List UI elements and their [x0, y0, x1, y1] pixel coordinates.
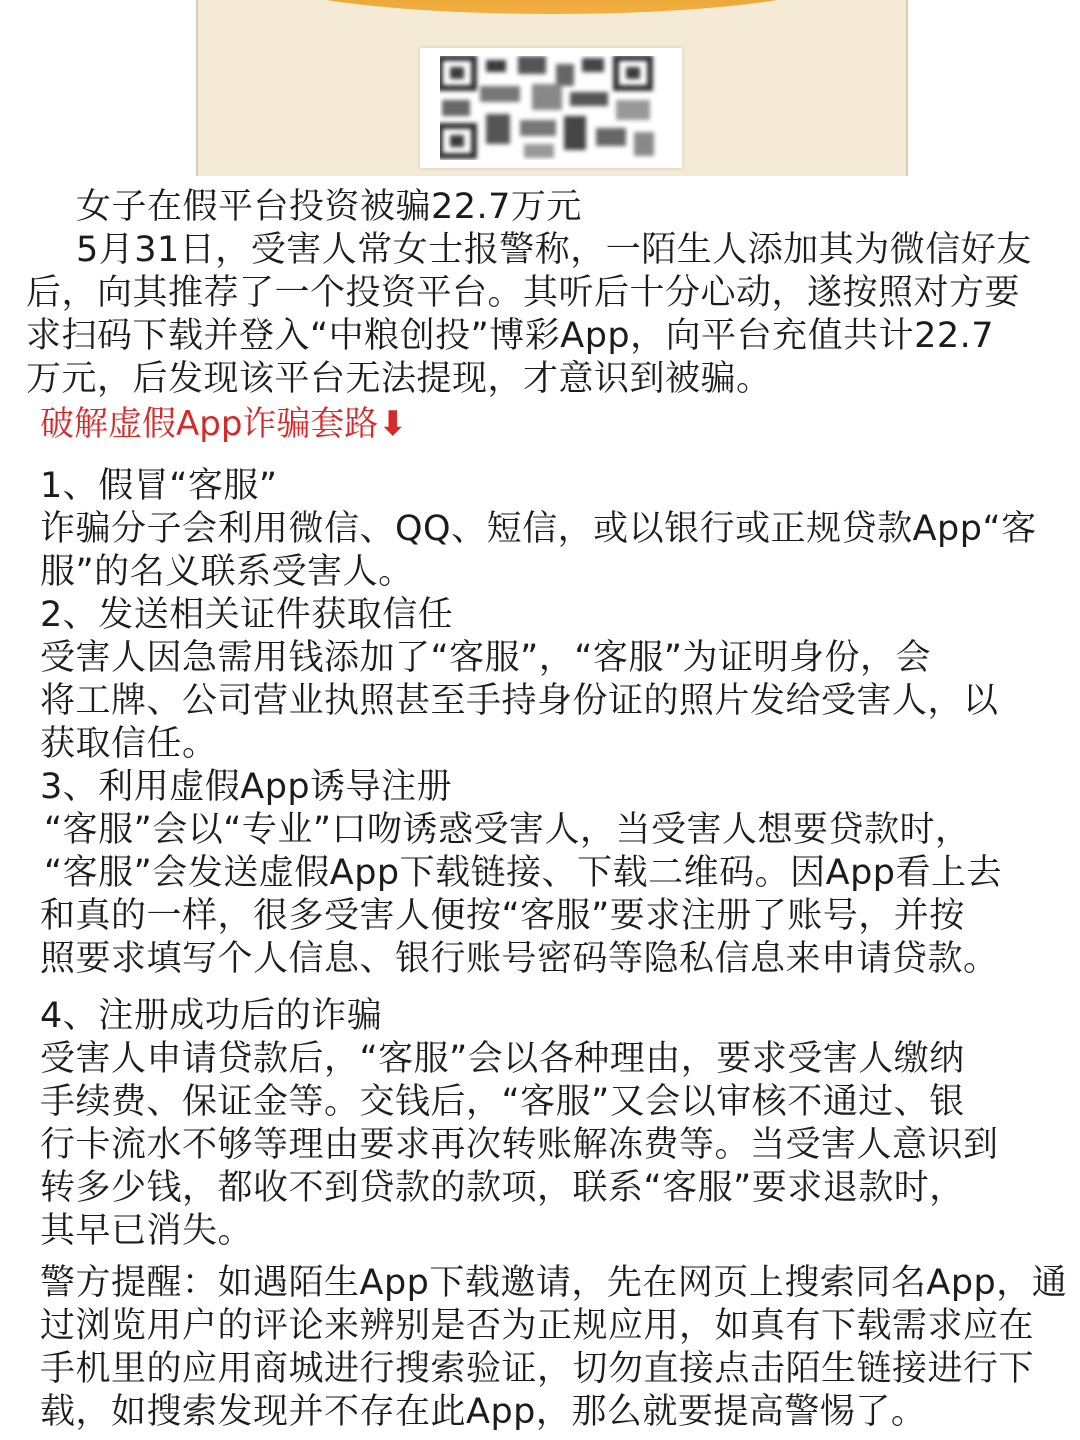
qr-code-icon	[440, 56, 662, 160]
tip-line: 照要求填写个人信息、银行账号密码等隐私信息来申请贷款。	[40, 939, 999, 979]
story-line: 后，向其推荐了一个投资平台。其听后十分心动，遂按照对方要	[26, 273, 1021, 313]
tip-line: 行卡流水不够等理由要求再次转账解冻费等。当受害人意识到	[40, 1125, 999, 1165]
warning-line: 载，如搜索发现并不存在此App，那么就要提高警惕了。	[40, 1392, 927, 1432]
tip-line: 诈骗分子会利用微信、QQ、短信，或以银行或正规贷款App“客	[40, 509, 1037, 549]
story-line: 万元，后发现该平台无法提现，才意识到被骗。	[26, 359, 772, 399]
tip-title: 4、注册成功后的诈骗	[40, 996, 383, 1036]
warning-line: 手机里的应用商城进行搜索验证，切勿直接点击陌生链接进行下	[40, 1349, 1035, 1389]
poster-image	[196, 0, 908, 176]
story-title: 女子在假平台投资被骗22.7万元	[76, 187, 582, 227]
warning-line: 警方提醒：如遇陌生App下载邀请，先在网页上搜索同名App，通	[40, 1263, 1068, 1303]
scam-tricks-heading	[40, 402, 407, 446]
tip-title: 1、假冒“客服”	[40, 466, 278, 506]
poster-banner	[258, 0, 846, 14]
story-line: 5月31日，受害人常女士报警称，一陌生人添加其为微信好友	[76, 230, 1032, 270]
scam-tips-list	[0, 465, 1080, 1253]
tip-line: “客服”会以“专业”口吻诱惑受害人，当受害人想要贷款时，	[44, 810, 971, 850]
tip-line: 服”的名义联系受害人。	[40, 552, 414, 592]
tip-line: 获取信任。	[40, 724, 218, 764]
tip-line: “客服”会发送虚假App下载链接、下载二维码。因App看上去	[44, 853, 1003, 893]
tip-line: 将工牌、公司营业执照甚至手持身份证的照片发给受害人，以	[40, 681, 999, 721]
tip-line: 受害人申请贷款后，“客服”会以各种理由，要求受害人缴纳	[40, 1039, 965, 1079]
warning-line: 过浏览用户的评论来辨别是否为正规应用，如真有下载需求应在	[40, 1306, 1035, 1346]
tip-title: 2、发送相关证件获取信任	[40, 595, 454, 635]
tip-line: 转多少钱，都收不到贷款的款项，联系“客服”要求退款时，	[40, 1168, 965, 1208]
tip-line: 其早已消失。	[40, 1211, 254, 1251]
news-story	[0, 186, 1080, 401]
tip-line: 手续费、保证金等。交钱后，“客服”又会以审核不通过、银	[40, 1082, 965, 1122]
tip-title: 3、利用虚假App诱导注册	[40, 767, 453, 807]
police-warning	[0, 1262, 1080, 1434]
qr-code-card	[420, 48, 682, 168]
down-arrow-icon: ⬇	[378, 404, 407, 444]
tip-line: 受害人因急需用钱添加了“客服”，“客服”为证明身份，会	[40, 638, 932, 678]
story-line: 求扫码下载并登入“中粮创投”博彩App，向平台充值共计22.7	[26, 316, 995, 356]
heading-text: 破解虚假App诈骗套路	[40, 404, 379, 444]
tip-line: 和真的一样，很多受害人便按“客服”要求注册了账号，并按	[40, 896, 965, 936]
